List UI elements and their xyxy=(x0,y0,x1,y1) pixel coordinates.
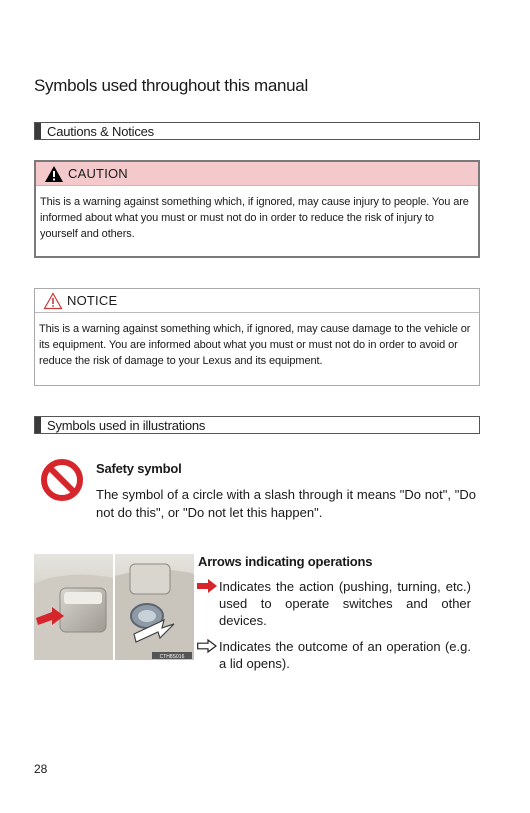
page-number: 28 xyxy=(34,762,48,776)
caution-text: This is a warning against something which, if ignored, may cause injury to people. You are informed about what you must or must not do in order to reduce the risk of injury to yourself and others. xyxy=(40,196,469,240)
safety-text: The symbol of a circle with a slash through it means "Do not", "Do not do this", or "Do not let this happen". xyxy=(96,487,476,520)
console-illustration xyxy=(34,554,194,660)
notice-text: This is a warning against something which, if ignored, may cause damage to the vehicle or its equipment. You are informed about what you must or must not do in order to avoid or reduce the risk of damage to your Lexus and its equipment. xyxy=(39,323,471,367)
safety-heading: Safety symbol xyxy=(96,461,182,476)
caution-box xyxy=(34,160,480,258)
filled-arrow-icon xyxy=(197,579,217,593)
warning-outline-icon xyxy=(43,292,63,310)
caution-title: CAUTION xyxy=(68,166,128,181)
notice-box xyxy=(34,288,480,386)
section-title: Symbols used in illustrations xyxy=(47,417,206,433)
warning-icon xyxy=(44,165,64,183)
arrows-heading: Arrows indicating operations xyxy=(198,554,373,569)
notice-header xyxy=(35,289,479,313)
section-title: Cautions & Notices xyxy=(47,123,154,139)
image-code: CTH8S016 xyxy=(159,654,185,660)
section-header-illustrations xyxy=(34,416,480,434)
prohibition-icon xyxy=(40,458,84,502)
section-header-cautions xyxy=(34,122,480,140)
outline-arrow-icon xyxy=(197,639,217,653)
action-arrow-item xyxy=(197,578,471,629)
outcome-arrow-item xyxy=(197,638,471,672)
action-arrow-text: Indicates the action (pushing, turning, etc.) used to operate switches and other devices. xyxy=(219,579,471,628)
outcome-arrow-text: Indicates the outcome of an operation (e.g. a lid opens). xyxy=(219,639,471,671)
caution-header xyxy=(36,162,478,186)
page-title: Symbols used throughout this manual xyxy=(34,76,308,95)
notice-title: NOTICE xyxy=(67,293,118,308)
